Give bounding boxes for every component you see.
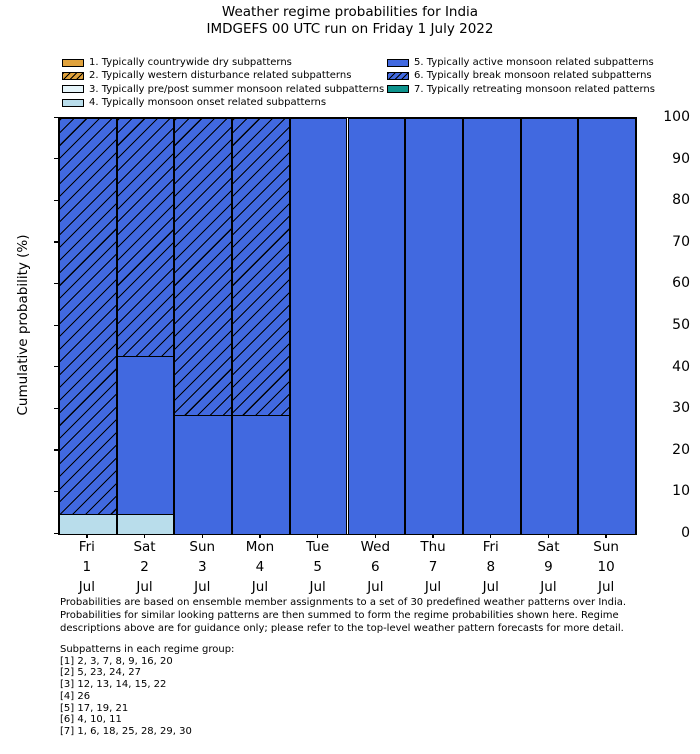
y-tick-label: 90 [672,150,690,167]
bar-segment [405,118,463,534]
bar-segment [348,118,406,534]
legend-label: 6. Typically break monsoon related subpatterns [414,70,652,82]
footer-note [60,596,626,635]
legend-item [62,69,384,82]
legend-swatch [62,99,84,107]
bar-segment [463,118,521,534]
x-tick-label: Wed 6 Jul [360,539,391,595]
legend-item [387,69,655,82]
bar-segment [59,118,117,514]
bar-segment [174,118,232,415]
y-tick-label: 60 [672,275,690,292]
x-tick-label: Tue 5 Jul [306,539,330,595]
y-tick-label: 50 [672,317,690,333]
x-tick-label: Sun 10 Jul [593,539,619,595]
bar-wed-6 [348,118,406,534]
legend-label: 2. Typically western disturbance related subpatterns [89,70,352,82]
legend-label: 5. Typically active monsoon related subpatterns [414,57,654,69]
legend-item [387,56,655,69]
bar-segment [290,118,348,534]
y-tick-mark [54,117,58,118]
bar-fri-1 [59,118,117,534]
bar-sun-10 [578,118,636,534]
legend-swatch [387,72,409,80]
legend-label: 1. Typically countrywide dry subpatterns [89,57,292,69]
legend-item [387,83,655,96]
bar-tue-5 [290,118,348,534]
y-tick-mark [54,366,58,367]
bar-segment [117,514,175,534]
y-tick-mark [54,408,58,409]
x-tick-label: Thu 7 Jul [420,539,446,595]
legend-label: 7. Typically retreating monsoon related patterns [414,83,655,95]
legend-label: 4. Typically monsoon onset related subpatterns [89,97,327,109]
page-title: Weather regime probabilities for India [221,4,479,20]
plot-area [58,117,637,535]
y-tick-mark [54,325,58,326]
subpatterns-line: [5] 17, 19, 21 [60,702,129,714]
legend-item [62,83,384,96]
legend-swatch [387,85,409,93]
bar-sun-3 [174,118,232,534]
bar-segment [232,118,290,415]
x-tick-label: Sat 2 Jul [133,539,156,595]
y-tick-label: 10 [672,483,690,500]
y-axis-label: Cumulative probability (%) [15,234,31,416]
y-tick-mark [54,158,58,159]
footer-line: Probabilities for similar looking patterns are then summed to form the regime probabilities shown here. Regime [60,610,619,621]
y-tick-label: 80 [672,192,690,209]
y-tick-label: 30 [672,400,690,417]
bar-segment [174,415,232,534]
subpatterns-list [60,644,234,738]
legend-swatch [387,59,409,67]
subtitle: IMDGEFS 00 UTC run on Friday 1 July 2022 [206,21,494,37]
bar-segment [232,415,290,534]
subpatterns-line: [6] 4, 10, 11 [60,714,122,726]
bar-sat-2 [117,118,175,534]
y-tick-mark [54,449,58,450]
y-tick-mark [54,533,58,534]
legend-label: 3. Typically pre/post summer monsoon related subpatterns [89,83,385,95]
x-tick-label: Mon 4 Jul [245,539,275,595]
bar-thu-7 [405,118,463,534]
subpatterns-line: [3] 12, 13, 14, 15, 22 [60,679,167,691]
x-tick-label: Sat 9 Jul [537,539,560,595]
bar-segment [117,118,175,356]
bar-fri-8 [463,118,521,534]
legend-column-left [62,56,384,109]
y-tick-label: 100 [663,109,690,125]
subpatterns-line: [2] 5, 23, 24, 27 [60,667,141,679]
y-tick-label: 0 [681,525,690,541]
x-tick-label: Sun 3 Jul [189,539,216,595]
bar-segment [521,118,579,534]
subpatterns-line: [4] 26 [60,690,91,702]
y-tick-mark [54,491,58,492]
bar-segment [59,514,117,534]
y-tick-label: 20 [672,441,690,458]
subpatterns-heading: Subpatterns in each regime group: [60,644,235,655]
legend-swatch [62,72,84,80]
bar-segment [117,356,175,514]
y-tick-mark [54,283,58,284]
legend-item [62,56,384,69]
legend-swatch [62,59,84,67]
legend-item [62,96,384,109]
y-tick-mark [54,241,58,242]
footer-line: Probabilities are based on ensemble member assignments to a set of 30 predefined weather patterns over India. [60,597,627,608]
bar-segment [578,118,636,534]
footer-line: descriptions above are for guidance only; please refer to the top-level weather pattern forecasts for more detail. [60,623,624,634]
bar-sat-9 [521,118,579,534]
y-tick-mark [54,200,58,201]
x-tick-label: Fri 1 Jul [78,539,95,595]
x-tick-label: Fri 8 Jul [482,539,499,595]
subpatterns-line: [1] 2, 3, 7, 8, 9, 16, 20 [60,655,173,667]
legend-swatch [62,85,84,93]
bar-mon-4 [232,118,290,534]
y-tick-label: 40 [672,358,690,375]
y-tick-label: 70 [672,233,690,250]
subpatterns-line: [7] 1, 6, 18, 25, 28, 29, 30 [60,725,192,737]
legend-column-right [387,56,655,96]
